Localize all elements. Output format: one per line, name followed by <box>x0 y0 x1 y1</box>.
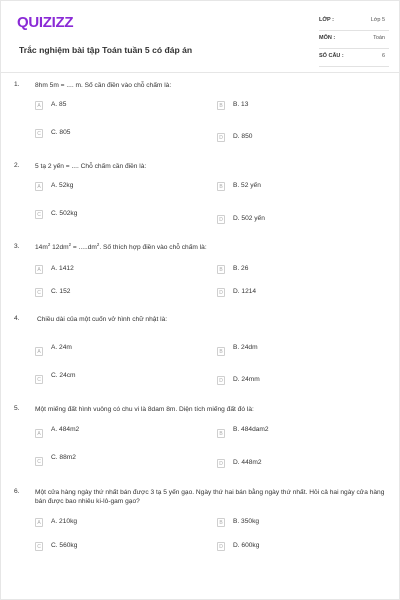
option-text: A. 52kg <box>51 182 74 189</box>
meta-label: MÔN : <box>319 35 336 41</box>
meta-row-count <box>319 49 389 67</box>
option-text: B. 350kg <box>233 518 260 525</box>
question-text-part: 14m <box>35 244 48 251</box>
question-number: 3. <box>14 243 20 250</box>
option-letter-box: C <box>35 129 43 138</box>
question-number: 5. <box>14 405 20 412</box>
question-text: Một cửa hàng ngày thứ nhất bán được 3 tạ 5 yến gạo. Ngày thứ hai bán bằng ngày thứ nhất. Hỏi cả hai ngày cửa hàng bán được bao nhiêu ki-lô-gam gạo? <box>35 489 385 505</box>
question-number: 1. <box>14 81 20 88</box>
option-text: B. 26 <box>233 265 249 272</box>
option-text: B. 24dm <box>233 344 258 351</box>
meta-row-class <box>319 13 389 31</box>
option-text: D. 502 yến <box>233 215 265 222</box>
question-text-part: = .....dm <box>71 244 97 251</box>
option-text: A. 85 <box>51 101 67 108</box>
worksheet-meta <box>319 13 389 67</box>
option-letter-box: A <box>35 101 43 110</box>
option-text: D. 448m2 <box>233 459 262 466</box>
option-letter-box: C <box>35 457 43 466</box>
meta-value: Toán <box>373 35 385 41</box>
option-letter-box: B <box>217 347 225 356</box>
option-letter-box: B <box>217 265 225 274</box>
option-letter-box: B <box>217 429 225 438</box>
option-text: C. 88m2 <box>51 454 76 461</box>
meta-row-subject <box>319 31 389 49</box>
header-divider <box>1 72 400 73</box>
option-text: A. 24m <box>51 344 72 351</box>
option-letter-box: A <box>35 265 43 274</box>
option-text: A. 484m2 <box>51 426 80 433</box>
question-text <box>35 243 385 252</box>
option-text: B. 52 yến <box>233 182 261 189</box>
option-letter-box: A <box>35 429 43 438</box>
option-letter-box: A <box>35 347 43 356</box>
option-text: C. 560kg <box>51 542 78 549</box>
option-text: C. 502kg <box>51 210 78 217</box>
option-letter-box: C <box>35 542 43 551</box>
option-letter-box: C <box>35 375 43 384</box>
option-text: D. 600kg <box>233 542 260 549</box>
option-letter-box: B <box>217 518 225 527</box>
quizizz-logo: QUIZIZZ <box>17 14 74 31</box>
question-text: 5 tạ 2 yến = .... Chỗ chấm cần điền là: <box>35 163 147 170</box>
option-letter-box: D <box>217 133 225 142</box>
option-letter-box: D <box>217 215 225 224</box>
option-letter-box: D <box>217 542 225 551</box>
option-letter-box: B <box>217 101 225 110</box>
option-letter-box: D <box>217 376 225 385</box>
superscript: 2 <box>68 241 72 247</box>
option-letter-box: C <box>35 288 43 297</box>
question-number: 4. <box>14 315 20 322</box>
option-letter-box: A <box>35 182 43 191</box>
question-text: Một miếng đất hình vuông có chu vi là 8dam 8m. Diện tích miếng đất đó là: <box>35 406 254 413</box>
option-text: A. 1412 <box>51 265 74 272</box>
question-text-part: 12dm <box>50 244 69 251</box>
option-letter-box: B <box>217 182 225 191</box>
option-letter-box: C <box>35 210 43 219</box>
option-text: B. 484dam2 <box>233 426 269 433</box>
superscript: 2 <box>47 241 51 247</box>
option-text: D. 850 <box>233 133 253 140</box>
superscript: 2 <box>96 241 100 247</box>
question-number: 6. <box>14 488 20 495</box>
option-letter-box: D <box>217 288 225 297</box>
option-letter-box: D <box>217 459 225 468</box>
option-text: D. 24mm <box>233 376 260 383</box>
question-text: Chiều dài của một cuốn vở hình chữ nhật là: <box>37 316 168 323</box>
option-text: B. 13 <box>233 101 249 108</box>
option-text: A. 210kg <box>51 518 78 525</box>
question-text: 8hm 5m = .... m. Số cần điền vào chỗ chấm là: <box>35 82 172 89</box>
option-text: C. 24cm <box>51 372 76 379</box>
meta-label: LỚP : <box>319 17 334 23</box>
option-text: D. 1214 <box>233 288 257 295</box>
meta-label: SỐ CÂU : <box>319 53 344 59</box>
option-letter-box: A <box>35 518 43 527</box>
question-number: 2. <box>14 162 20 169</box>
worksheet-title: Trắc nghiệm bài tập Toán tuần 5 có đáp án <box>19 45 193 55</box>
option-text: C. 152 <box>51 288 71 295</box>
meta-value: 6 <box>381 53 385 59</box>
option-text: C. 805 <box>51 129 71 136</box>
meta-value: Lớp 5 <box>370 17 385 23</box>
question-text-part: . Số thích hợp điền vào chỗ chấm là: <box>99 244 207 251</box>
